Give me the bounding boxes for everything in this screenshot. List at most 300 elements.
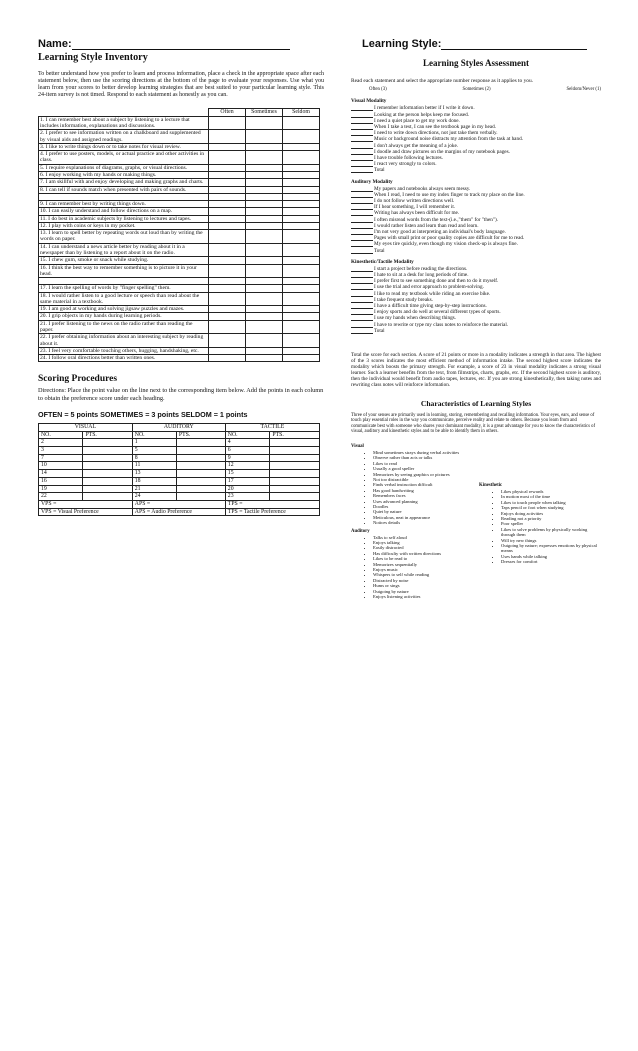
characteristic-item: • Likes to read — [373, 461, 469, 466]
points-cell[interactable] — [83, 454, 132, 462]
characteristic-item: • Observe rather than acts or talks — [373, 455, 469, 460]
response-blank[interactable] — [351, 291, 373, 297]
check-cell-sometimes[interactable] — [246, 257, 283, 264]
check-cell-often[interactable] — [209, 116, 246, 130]
check-cell-often[interactable] — [209, 264, 246, 278]
check-cell-seldom[interactable] — [283, 143, 320, 150]
kinesthetic-modality-items — [351, 266, 601, 334]
item-number: 23 — [225, 493, 270, 501]
response-blank[interactable] — [351, 149, 373, 155]
check-cell-seldom[interactable] — [283, 313, 320, 320]
item-number: 8 — [132, 454, 176, 462]
response-blank[interactable] — [351, 143, 373, 149]
name-line[interactable] — [72, 49, 290, 50]
assessment-statement: I remember information better if I write it down. — [374, 105, 475, 112]
assessment-statement: I often misread words from the text-(i.e.,"them" for "then"). — [374, 216, 498, 223]
score-row — [39, 462, 320, 470]
response-blank[interactable] — [351, 315, 373, 321]
auditory-label: Auditory — [351, 528, 370, 534]
points-cell[interactable] — [176, 439, 225, 447]
statement-text: 6. I enjoy working with my hands or making things. — [39, 172, 209, 179]
check-cell-sometimes[interactable] — [246, 130, 283, 144]
assessment-statement: I like to read my textbook while riding an exercise bike. — [374, 290, 491, 297]
assessment-statement: I use my hands when describing things. — [374, 315, 456, 322]
inventory-row — [39, 313, 320, 320]
check-cell-sometimes[interactable] — [246, 292, 283, 306]
section-total — [351, 328, 601, 334]
item-number: 9 — [225, 454, 270, 462]
statement-text: 14. I can understand a news article better by reading about it in a newspaper than by listening to a report about it on the radio. — [39, 243, 209, 257]
statement-text: 3. I like to write things down or to take notes for visual review. — [39, 143, 209, 150]
assessment-statement: I have trouble following lectures. — [374, 154, 444, 161]
inventory-row — [39, 116, 320, 130]
check-cell-seldom[interactable] — [283, 130, 320, 144]
response-blank[interactable] — [351, 303, 373, 309]
characteristic-item: • Enjoys music — [373, 567, 469, 572]
check-cell-often[interactable] — [209, 292, 246, 306]
inventory-row — [39, 243, 320, 257]
statement-text: 5. I require explanations of diagrams, graphs, or visual directions. — [39, 164, 209, 171]
characteristic-item: • Likes to solve problems by physically working through them — [501, 527, 597, 538]
check-cell-seldom[interactable] — [283, 355, 320, 362]
item-number: 16 — [39, 477, 83, 485]
no-header: NO. — [132, 431, 176, 439]
statement-text: 9. I can remember best by writing things down. — [39, 200, 209, 207]
check-cell-seldom[interactable] — [283, 164, 320, 171]
response-blank[interactable] — [351, 217, 373, 223]
inventory-row — [39, 208, 320, 215]
assessment-statement: My eyes tire quickly, even though my vision check-up is always fine. — [374, 241, 518, 248]
check-cell-often[interactable] — [209, 243, 246, 257]
response-blank[interactable] — [351, 155, 373, 161]
assessment-statement: I take frequent study breaks. — [374, 296, 433, 303]
inventory-row — [39, 215, 320, 222]
characteristic-item: • Enjoys doing activities — [501, 511, 597, 516]
check-cell-seldom[interactable] — [283, 208, 320, 215]
kinesthetic-label: Kinesthetic — [479, 482, 503, 488]
check-cell-sometimes[interactable] — [246, 186, 283, 193]
kinesthetic-characteristics — [479, 489, 597, 565]
check-cell-seldom[interactable] — [283, 172, 320, 179]
points-cell[interactable] — [176, 493, 225, 501]
characteristic-item: • Whispers to self while reading — [373, 572, 469, 577]
group-gap — [39, 193, 320, 200]
check-cell-often[interactable] — [209, 306, 246, 313]
check-cell-sometimes[interactable] — [246, 347, 283, 354]
characteristic-item: • Dresses for comfort — [501, 559, 597, 564]
inventory-row — [39, 230, 320, 244]
total-blank[interactable] — [351, 248, 373, 254]
statement-text: 16. I think the best way to remember something is to picture it in your head. — [39, 264, 209, 278]
points-cell[interactable] — [270, 493, 320, 501]
item-number: 1 — [132, 439, 176, 447]
inventory-row — [39, 179, 320, 186]
freq-seldom: Seldom/Never (1) — [566, 87, 601, 93]
check-cell-sometimes[interactable] — [246, 143, 283, 150]
item-number: 18 — [132, 477, 176, 485]
check-cell-often[interactable] — [209, 230, 246, 244]
points-cell[interactable] — [83, 485, 132, 493]
assessment-statement: Writing has always been difficult for me. — [374, 210, 460, 217]
visual-modality-items — [351, 105, 601, 173]
check-cell-sometimes[interactable] — [246, 285, 283, 292]
item-number: 21 — [132, 485, 176, 493]
visual-modality-title: Visual Modality — [351, 98, 387, 105]
freq-sometimes: Sometimes (2) — [462, 87, 491, 93]
check-cell-seldom[interactable] — [283, 200, 320, 207]
check-cell-sometimes[interactable] — [246, 215, 283, 222]
check-cell-sometimes[interactable] — [246, 179, 283, 186]
characteristic-item: • Quiet by nature — [373, 509, 469, 514]
pts-header: PTS. — [176, 431, 225, 439]
visual-header: VISUAL — [39, 423, 133, 431]
response-blank[interactable] — [351, 235, 373, 241]
check-cell-seldom[interactable] — [283, 243, 320, 257]
item-number: 14 — [39, 470, 83, 478]
inventory-row — [39, 306, 320, 313]
points-cell[interactable] — [270, 454, 320, 462]
statement-text: 8. I can tell if sounds match when presented with pairs of sounds. — [39, 186, 209, 193]
check-cell-often[interactable] — [209, 347, 246, 354]
check-cell-sometimes[interactable] — [246, 151, 283, 165]
item-number: 24 — [132, 493, 176, 501]
points-cell[interactable] — [83, 477, 132, 485]
check-cell-seldom[interactable] — [283, 116, 320, 130]
points-cell[interactable] — [83, 462, 132, 470]
check-cell-sometimes[interactable] — [246, 306, 283, 313]
response-blank[interactable] — [351, 186, 373, 192]
characteristics-title: Characteristics of Learning Styles — [420, 398, 532, 408]
auditory-header: AUDITORY — [132, 423, 225, 431]
check-cell-seldom[interactable] — [283, 186, 320, 193]
inventory-row — [39, 143, 320, 150]
characteristic-item: • Enjoys listening activities — [373, 594, 469, 599]
inventory-row — [39, 186, 320, 193]
response-blank[interactable] — [351, 229, 373, 235]
inventory-row — [39, 130, 320, 144]
item-number: 7 — [39, 454, 83, 462]
item-number: 12 — [225, 462, 270, 470]
characteristic-item: • Usually a good speller — [373, 466, 469, 471]
auditory-modality-title: Auditory Modality — [351, 178, 393, 185]
response-blank[interactable] — [351, 204, 373, 210]
assessment-statement: When I take a test, I can see the textbook page in my head. — [374, 123, 497, 130]
response-blank[interactable] — [351, 112, 373, 118]
characteristic-item: • Likes physical rewards — [501, 489, 597, 494]
score-total[interactable]: VPS = — [39, 500, 133, 508]
check-cell-seldom[interactable] — [283, 230, 320, 244]
points-line: OFTEN = 5 points SOMETIMES = 3 points SELDOM = 1 points — [38, 409, 248, 419]
col-sometimes: Sometimes — [246, 109, 283, 116]
check-cell-sometimes[interactable] — [246, 320, 283, 334]
check-cell-often[interactable] — [209, 320, 246, 334]
score-total[interactable]: APS = — [132, 500, 225, 508]
assessment-statement: I hate to sit at a desk for long periods of time. — [374, 271, 469, 278]
inventory-title: Learning Style Inventory — [38, 52, 148, 63]
response-blank[interactable] — [351, 210, 373, 216]
pts-header: PTS. — [83, 431, 132, 439]
points-cell[interactable] — [176, 446, 225, 454]
check-cell-often[interactable] — [209, 313, 246, 320]
item-number: 11 — [132, 462, 176, 470]
characteristic-item: • Easily distracted — [373, 545, 469, 550]
inventory-row — [39, 257, 320, 264]
check-cell-often[interactable] — [209, 285, 246, 292]
frequency-scale — [369, 87, 601, 92]
check-cell-often[interactable] — [209, 186, 246, 193]
check-cell-often[interactable] — [209, 164, 246, 171]
check-cell-sometimes[interactable] — [246, 313, 283, 320]
characteristic-item: • Uses hands while talking — [501, 554, 597, 559]
characteristic-item: • Reading not a priority — [501, 516, 597, 521]
no-header: NO. — [39, 431, 83, 439]
characteristic-item: • Outgoing by nature; expresses emotions by physical means — [501, 543, 597, 554]
check-cell-often[interactable] — [209, 355, 246, 362]
points-cell[interactable] — [83, 470, 132, 478]
response-blank[interactable] — [351, 272, 373, 278]
characteristic-item: • Mind sometimes strays during verbal activities — [373, 450, 469, 455]
check-cell-seldom[interactable] — [283, 320, 320, 334]
check-cell-often[interactable] — [209, 130, 246, 144]
assessment-statement: I have to rewrite or type my class notes to reinforce the material. — [374, 321, 509, 328]
scoring-directions: Directions: Place the point value on the line next to the corresponding item below. Add the points in each column to obtain the preference score under each heading. — [38, 387, 324, 402]
points-cell[interactable] — [270, 485, 320, 493]
response-blank[interactable] — [351, 266, 373, 272]
statement-text: 11. I do best in academic subjects by listening to lectures and tapes. — [39, 215, 209, 222]
characteristic-item: • Memorizes sequentially — [373, 562, 469, 567]
name-label: Name: — [38, 38, 72, 50]
check-cell-sometimes[interactable] — [246, 243, 283, 257]
characteristic-item: • Outgoing by nature — [373, 589, 469, 594]
item-number: 20 — [225, 485, 270, 493]
statement-text: 23. I feel very comfortable touching others, hugging, handshaking, etc. — [39, 347, 209, 354]
statement-text: 18. I would rather listen to a good lecture or speech than read about the same material in a textbook. — [39, 292, 209, 306]
check-cell-sometimes[interactable] — [246, 230, 283, 244]
group-gap — [39, 278, 320, 285]
learning-style-line[interactable] — [441, 49, 587, 50]
response-blank[interactable] — [351, 223, 373, 229]
item-number: 10 — [39, 462, 83, 470]
check-cell-often[interactable] — [209, 172, 246, 179]
name-field[interactable] — [38, 38, 290, 50]
score-row — [39, 493, 320, 501]
check-cell-often[interactable] — [209, 257, 246, 264]
assessment-statement: I need to write down directions, not just take them verbally. — [374, 130, 498, 137]
check-cell-seldom[interactable] — [283, 222, 320, 229]
statement-text: 10. I can easily understand and follow directions on a map. — [39, 208, 209, 215]
points-cell[interactable] — [270, 470, 320, 478]
points-cell[interactable] — [176, 470, 225, 478]
response-blank[interactable] — [351, 198, 373, 204]
response-blank[interactable] — [351, 322, 373, 328]
assessment-statement: I need a quiet place to get my work done. — [374, 117, 460, 124]
response-blank[interactable] — [351, 297, 373, 303]
score-total[interactable]: TPS = — [225, 500, 319, 508]
check-cell-seldom[interactable] — [283, 292, 320, 306]
statement-text: 22. I prefer obtaining information about an interesting subject by reading about it. — [39, 334, 209, 348]
response-blank[interactable] — [351, 192, 373, 198]
item-number: 4 — [225, 439, 270, 447]
check-cell-sometimes[interactable] — [246, 222, 283, 229]
check-cell-seldom[interactable] — [283, 306, 320, 313]
points-cell[interactable] — [83, 439, 132, 447]
assessment-statement: When I read, I need to use my index finger to track my place on the line. — [374, 191, 525, 198]
assessment-statement: Music or background noise distracts my attention from the task at hand. — [374, 136, 523, 143]
check-cell-sometimes[interactable] — [246, 355, 283, 362]
check-cell-often[interactable] — [209, 200, 246, 207]
points-cell[interactable] — [176, 462, 225, 470]
response-blank[interactable] — [351, 309, 373, 315]
response-blank[interactable] — [351, 241, 373, 247]
assessment-column — [351, 52, 601, 600]
total-blank[interactable] — [351, 328, 373, 334]
scoring-title: Scoring Procedures — [38, 374, 118, 385]
response-blank[interactable] — [351, 284, 373, 290]
check-cell-often[interactable] — [209, 143, 246, 150]
assessment-statement: I doodle and draw pictures on the margins of my notebook pages. — [374, 148, 510, 155]
total-explanation: Total the score for each section. A score of 21 points or more in a modality indicates a strength in that area. The highest of the 3 scores indicates the most efficient method of information intake. The second highest score indicates the modality which boosts the primary strength. For example, a score of 23 in visual modality indicates a strong visual learner. Such a learner benefits from the text, from filmstrips, charts, graphs, etc. If the second highest score is auditory, then the individual would benefit from audio tapes, lectures, etc. If you are strong kinesthetically, then taking notes and rewriting class notes will reinforce information. — [351, 352, 601, 389]
check-cell-often[interactable] — [209, 179, 246, 186]
characteristic-item: • Likes to touch people when talking — [501, 500, 597, 505]
item-number: 17 — [225, 477, 270, 485]
auditory-characteristics — [351, 535, 469, 600]
section-total — [351, 248, 601, 254]
check-cell-seldom[interactable] — [283, 334, 320, 348]
check-cell-seldom[interactable] — [283, 264, 320, 278]
check-cell-seldom[interactable] — [283, 151, 320, 165]
points-cell[interactable] — [176, 454, 225, 462]
check-cell-often[interactable] — [209, 222, 246, 229]
response-blank[interactable] — [351, 130, 373, 136]
inventory-row — [39, 292, 320, 306]
total-label: Total — [374, 247, 385, 254]
points-cell[interactable] — [270, 446, 320, 454]
score-totals-row — [39, 500, 320, 508]
check-cell-often[interactable] — [209, 334, 246, 348]
characteristic-item: • Has difficulty with written directions — [373, 551, 469, 556]
characteristic-item: • Distracted by noise — [373, 578, 469, 583]
characteristics-lists — [351, 441, 601, 600]
response-blank[interactable] — [351, 278, 373, 284]
check-cell-seldom[interactable] — [283, 257, 320, 264]
item-number: 13 — [132, 470, 176, 478]
assessment-statement: I do not follow written directions well. — [374, 197, 455, 204]
characteristic-item: • Has good handwriting — [373, 488, 469, 493]
score-row — [39, 454, 320, 462]
response-blank[interactable] — [351, 161, 373, 167]
item-number: 3 — [39, 446, 83, 454]
check-cell-often[interactable] — [209, 215, 246, 222]
check-cell-sometimes[interactable] — [246, 208, 283, 215]
statement-text: 12. I play with coins or keys in my pocket. — [39, 222, 209, 229]
inventory-row — [39, 285, 320, 292]
statement-text: 7. I am skillful with and enjoy developing and making graphs and charts. — [39, 179, 209, 186]
check-cell-seldom[interactable] — [283, 347, 320, 354]
statement-text: 15. I chew gum, smoke or snack while studying. — [39, 257, 209, 264]
assessment-statement: I start a project before reading the directions. — [374, 265, 468, 272]
inventory-row — [39, 347, 320, 354]
statement-text: 17. I learn the spelling of words by "finger spelling" them. — [39, 285, 209, 292]
score-row — [39, 446, 320, 454]
assessment-statement: I prefer first to see something done and then to do it myself. — [374, 278, 499, 285]
statement-text: 19. I am good at working and solving jigsaw puzzles and mazes. — [39, 306, 209, 313]
characteristic-item: • Meticulous, neat in appearance — [373, 515, 469, 520]
characteristic-item: • Likes to be read to — [373, 556, 469, 561]
visual-characteristics — [351, 450, 469, 526]
characteristic-item: • Remembers faces — [373, 493, 469, 498]
characteristic-item: • Poor speller — [501, 521, 597, 526]
characteristic-item: • Memorizes by seeing graphics or pictures — [373, 472, 469, 477]
points-cell[interactable] — [83, 493, 132, 501]
learning-style-field[interactable] — [362, 38, 587, 50]
points-cell[interactable] — [83, 446, 132, 454]
points-cell[interactable] — [270, 462, 320, 470]
inventory-row — [39, 222, 320, 229]
response-blank[interactable] — [351, 124, 373, 130]
score-row — [39, 485, 320, 493]
score-row — [39, 477, 320, 485]
assessment-statement: Pages with small print or poor quality copies are difficult for me to read. — [374, 235, 525, 242]
characteristic-item: • Not too distractible — [373, 477, 469, 482]
check-cell-seldom[interactable] — [283, 215, 320, 222]
check-cell-sometimes[interactable] — [246, 116, 283, 130]
check-cell-often[interactable] — [209, 151, 246, 165]
col-seldom: Seldom — [283, 109, 320, 116]
response-blank[interactable] — [351, 136, 373, 142]
characteristic-item: • Doodles — [373, 504, 469, 509]
pts-header: PTS. — [270, 431, 320, 439]
points-cell[interactable] — [270, 439, 320, 447]
check-cell-seldom[interactable] — [283, 179, 320, 186]
assessment-instructions: Read each statement and select the appropriate number response as it applies to you. — [351, 78, 534, 84]
check-cell-sometimes[interactable] — [246, 172, 283, 179]
statement-text: 13. I learn to spell better by repeating words out loud than by writing the words on paper. — [39, 230, 209, 244]
item-number: 19 — [39, 485, 83, 493]
statement-text: 21. I prefer listening to the news on the radio rather than reading the paper. — [39, 320, 209, 334]
total-blank[interactable] — [351, 167, 373, 173]
inventory-row — [39, 320, 320, 334]
inventory-row — [39, 164, 320, 171]
check-cell-seldom[interactable] — [283, 285, 320, 292]
check-cell-often[interactable] — [209, 208, 246, 215]
points-cell[interactable] — [270, 477, 320, 485]
characteristic-item: • Notices details — [373, 520, 469, 525]
assessment-statement: I have a difficult time giving step-by-step instructions. — [374, 302, 487, 309]
response-blank[interactable] — [351, 118, 373, 124]
characteristic-item: • Will try new things — [501, 538, 597, 543]
check-cell-sometimes[interactable] — [246, 200, 283, 207]
inventory-intro: To better understand how you prefer to learn and process information, place a check in the appropriate space after each statement below, then use the scoring directions at the bottom of the page to evaluate your responses. Use what you learn from your scores to better develop learning strategies that are best suited to your particular learning style. This 24-item survey is not timed. Respond to each statement as honestly as you can. — [38, 71, 324, 99]
score-legend-row — [39, 508, 320, 516]
response-blank[interactable] — [351, 105, 373, 111]
points-cell[interactable] — [176, 477, 225, 485]
points-cell[interactable] — [176, 485, 225, 493]
learning-style-label: Learning Style: — [362, 38, 442, 50]
inventory-row — [39, 264, 320, 278]
total-label: Total — [374, 327, 385, 334]
check-cell-sometimes[interactable] — [246, 334, 283, 348]
inventory-row — [39, 334, 320, 348]
score-legend: TPS = Tactile Preference — [225, 508, 319, 516]
score-legend: APS = Audio Preference — [132, 508, 225, 516]
assessment-statement: Looking at the person helps keep me focused. — [374, 111, 470, 118]
item-number: 6 — [225, 446, 270, 454]
check-cell-sometimes[interactable] — [246, 264, 283, 278]
score-legend: VPS = Visual Preference — [39, 508, 133, 516]
item-number: 2 — [39, 439, 83, 447]
check-cell-sometimes[interactable] — [246, 164, 283, 171]
inventory-row — [39, 200, 320, 207]
